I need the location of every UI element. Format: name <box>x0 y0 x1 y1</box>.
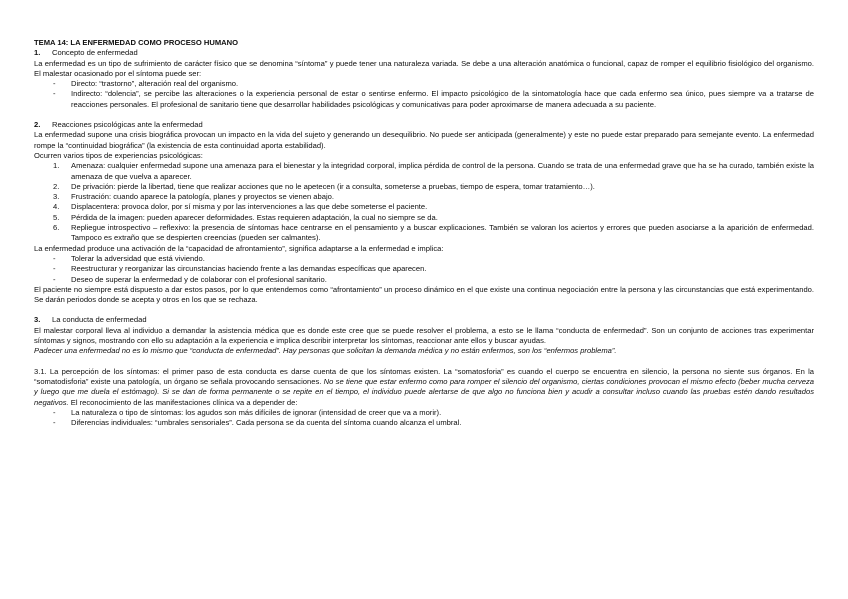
list-item-text: Indirecto: “dolencia”, se percibe las alteraciones o la experiencia personal de estar o sentirse enfermo. El impacto psicológico de la sintomatología hace que cada enfermo sea único, pues siempre va a tratarse de reacciones personales. El profesional de sanitario tiene que desarrollar habilidades psicológicas y comunicativas para poder aproximarse de manera adecuada a su paciente. <box>71 89 814 109</box>
section-conducta <box>34 315 814 428</box>
section-title: Concepto de enfermedad <box>52 48 138 58</box>
list-item <box>34 223 814 244</box>
paragraph: La enfermedad produce una activación de la “capacidad de afrontamiento”, significa adaptarse a la enfermedad e implica: <box>34 243 444 253</box>
list-number: 5. <box>53 212 60 222</box>
list-item <box>34 79 814 89</box>
list-item <box>34 161 814 182</box>
subsection-italic-text: No se tiene que estar enfermo como para romper el silencio del organismo, ciertas condiciones provocan el mismo efecto (beber mucha cerveza y luego que me duela el estómago). Si se dan de forma permanente o se repite en el tiempo, el individuo puede alertarse de que algo no funciona bien y acudir a consultar incluso cuando las pruebas estén dando resultados negativos. <box>34 376 814 407</box>
list-item <box>34 418 814 428</box>
italic-paragraph: Padecer una enfermedad no es lo mismo que “conducta de enfermedad”. Hay personas que solicitan la demanda médica y no están enfermos, son los “enfermos problema”. <box>34 346 617 356</box>
section-heading <box>34 120 814 130</box>
section-number: 1. <box>34 48 41 58</box>
list-item-text: Displacentera: provoca dolor, por sí misma y por las intervenciones a las que debe someterse el paciente. <box>71 202 428 212</box>
list-number: 3. <box>53 192 60 202</box>
list-item <box>34 213 814 223</box>
list-item <box>34 89 814 110</box>
list-number: 4. <box>53 202 60 212</box>
subsection-text: 3.1. La percepción de los síntomas: el primer paso de esta conducta es darse cuenta de que los síntomas existen. La “somatosforia” es cuando el cuerpo se encuentra en silencio, la persona no siente sus órganos. En la “somatodisforia” existe una patología, un órgano se señala provocando sensaciones. <box>34 366 814 386</box>
list-item <box>34 192 814 202</box>
bullet-list <box>34 408 814 429</box>
section-number: 2. <box>34 120 41 130</box>
list-item <box>34 182 814 192</box>
list-item-text: Deseo de superar la enfermedad y de colaborar con el profesional sanitario. <box>71 274 327 284</box>
paragraph: El paciente no siempre está dispuesto a dar estos pasos, por lo que entendemos como “afrontamiento” un proceso dinámico en el que existe una continua negociación entre la persona y las circunstancias que está experimentando. Se darán periodos donde se acepta y otros en los que se rechaza. <box>34 284 814 305</box>
dash-bullet: - <box>53 264 56 274</box>
list-item <box>34 254 814 264</box>
list-item-text: Pérdida de la imagen: pueden aparecer deformidades. Estas requieren adaptación, la cual no siempre se da. <box>71 212 438 222</box>
paragraph: El malestar corporal lleva al individuo a demandar la asistencia médica que es donde este cree que se puede resolver el problema, a esto se le llama “conducta de enfermedad”. Son un conjunto de acciones tras experimentar síntomas y signos, mostrando con ello su adaptación a la experiencia e implica describir interpretar los síntomas, reaccionar ante ellos y buscar ayudas. <box>34 325 814 346</box>
list-item-text: De privación: pierde la libertad, tiene que realizar acciones que no le apetecen (ir a consulta, someterse a pruebas, tiempo de espera, tomar tratamiento…). <box>71 181 595 191</box>
paragraph: Ocurren varios tipos de experiencias psicológicas: <box>34 150 203 160</box>
document-title: TEMA 14: LA ENFERMEDAD COMO PROCESO HUMANO <box>34 38 239 47</box>
bullet-list <box>34 79 814 110</box>
section-title: La conducta de enfermedad <box>52 315 147 325</box>
dash-bullet: - <box>53 79 56 89</box>
list-item-text: Frustración: cuando aparece la patología, planes y proyectos se vienen abajo. <box>71 192 334 202</box>
list-item-text: Directo: “trastorno”, alteración real del organismo. <box>71 79 239 89</box>
dash-bullet: - <box>53 274 56 284</box>
list-item-text: Tolerar la adversidad que está viviendo. <box>71 253 205 263</box>
paragraph: La enfermedad es un tipo de sufrimiento de carácter físico que se denomina “síntoma” y puede tener una naturaleza variada. Se debe a una alteración anatómica o funcional, capaz de romper el equilibrio fisiológico del organismo. El malestar ocasionado por el síntoma puede ser: <box>34 58 814 78</box>
subsection-text: El reconocimiento de las manifestaciones clínica va a depender de: <box>70 397 298 407</box>
section-reacciones <box>34 120 814 305</box>
list-item-text: Diferencias individuales: “umbrales sensoriales”. Cada persona se da cuenta del síntoma cuando alcanza el umbral. <box>71 418 462 428</box>
numbered-list <box>34 161 814 243</box>
section-heading <box>34 315 814 325</box>
dash-bullet: - <box>53 89 56 99</box>
section-heading <box>34 48 814 58</box>
list-item <box>34 408 814 418</box>
document-page <box>34 38 814 428</box>
dash-bullet: - <box>53 407 56 417</box>
section-number: 3. <box>34 315 41 325</box>
list-item-text: La naturaleza o tipo de síntomas: los agudos son más difíciles de ignorar (intensidad de creer que va a morir). <box>71 407 442 417</box>
list-item-text: Repliegue introspectivo – reflexivo: la presencia de síntomas hace centrarse en el pensamiento y a buscar explicaciones. También se valoran los aciertos y errores que pueden asociarse a la aparición de enfermedad. Tampoco es extraño que se despierten creencias (pueden ser calmantes). <box>71 223 814 243</box>
list-item <box>34 264 814 274</box>
bullet-list <box>34 254 814 285</box>
list-item-text: Amenaza: cualquier enfermedad supone una amenaza para el bienestar y la integridad corporal, implica pérdida de control de la persona. Cuando se trata de una enfermedad grave que ha se ha curado, también existe la amenaza de que vuelva a aparecer. <box>71 161 814 181</box>
list-number: 1. <box>53 161 60 171</box>
list-item <box>34 275 814 285</box>
section-concepto <box>34 48 814 110</box>
list-item-text: Reestructurar y reorganizar las circunstancias haciendo frente a las demandas específicas que aparecen. <box>71 264 427 274</box>
paragraph: La enfermedad supone una crisis biográfica provocan un impacto en la vida del sujeto y generando un desequilibrio. No puede ser anticipada (generalmente) y este no puede estar preparado para semejante evento. La enfermedad rompe la “continuidad biográfica” (la existencia de esta continuidad aporta estabilidad). <box>34 130 814 150</box>
list-number: 2. <box>53 181 60 191</box>
dash-bullet: - <box>53 253 56 263</box>
section-title: Reacciones psicológicas ante la enfermedad <box>52 120 203 130</box>
subsection-paragraph <box>34 367 814 408</box>
dash-bullet: - <box>53 418 56 428</box>
list-number: 6. <box>53 223 60 233</box>
list-item <box>34 202 814 212</box>
